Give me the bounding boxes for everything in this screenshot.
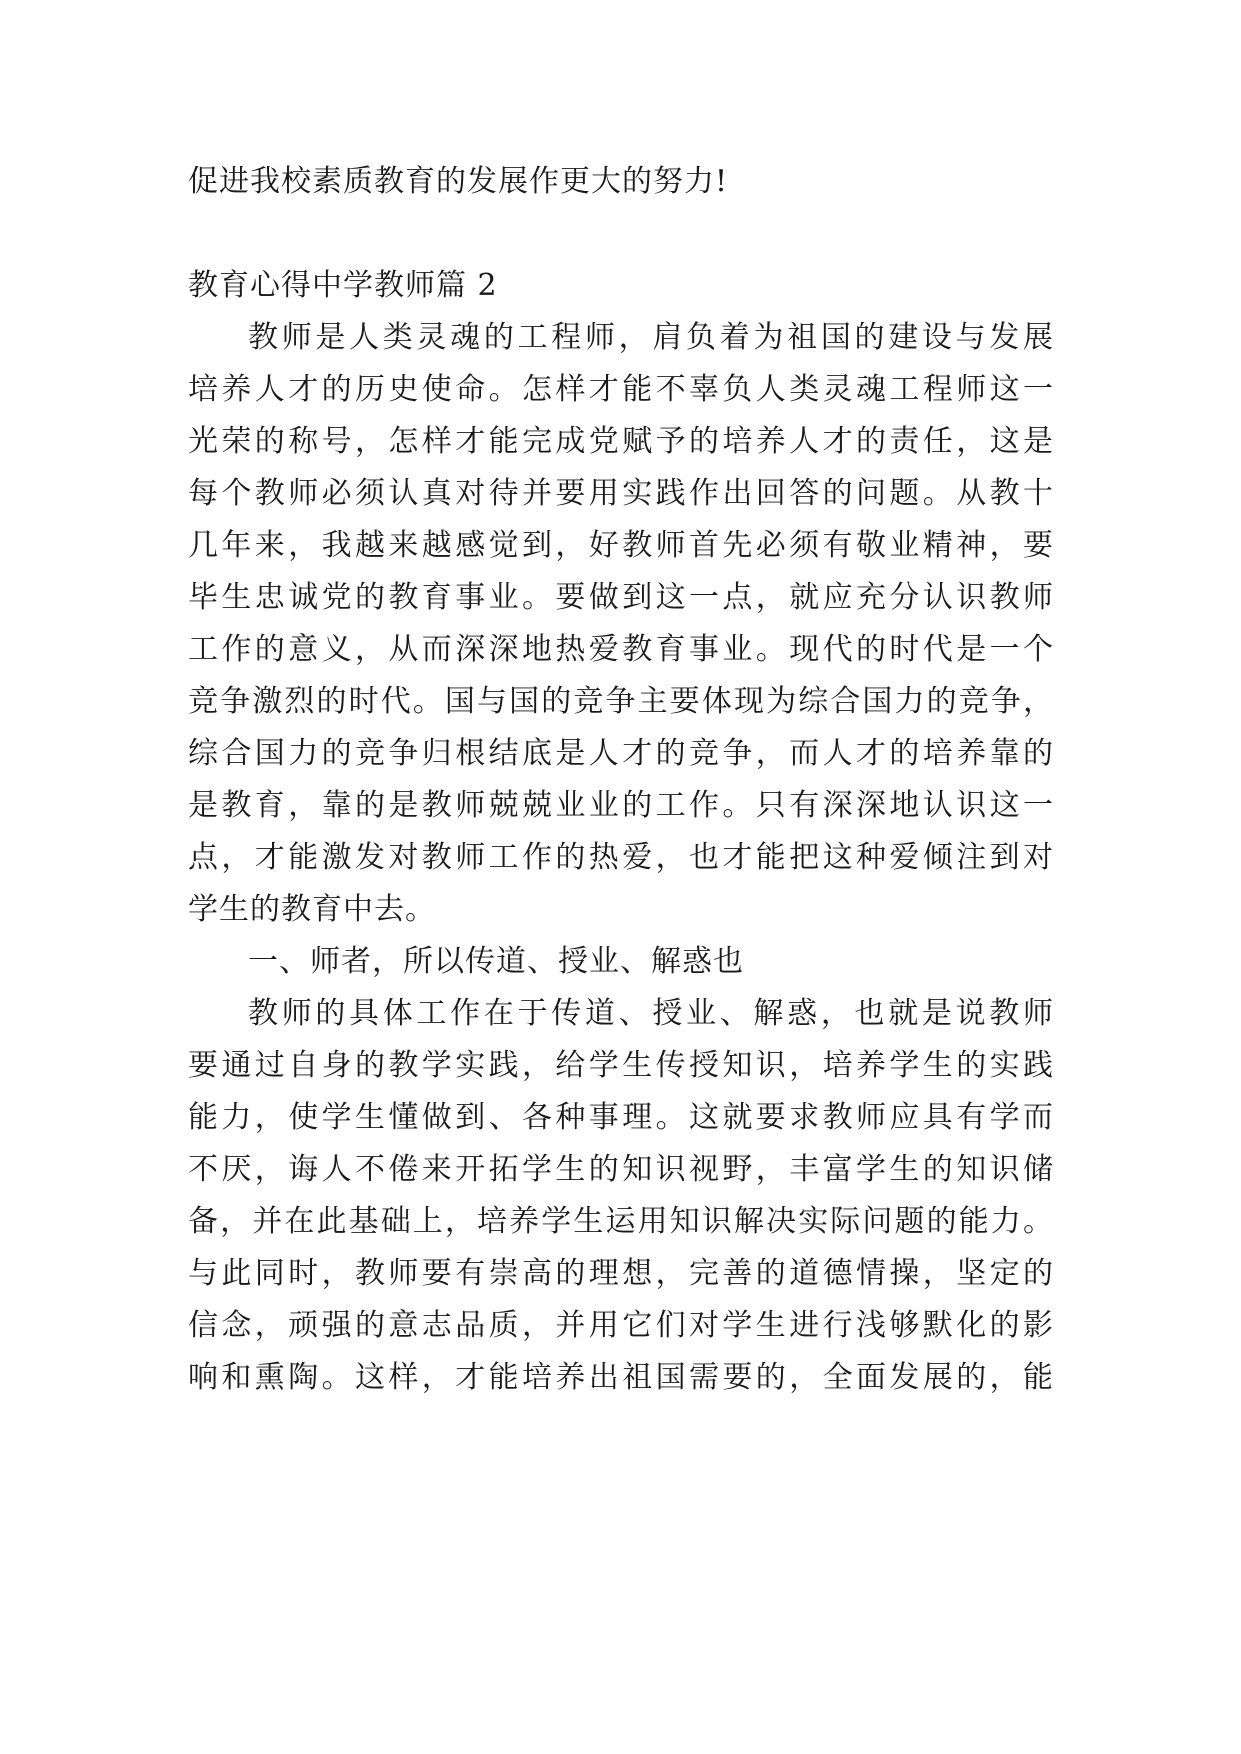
paragraph-line: 竞争激烈的时代。国与国的竞争主要体现为综合国力的竞争， xyxy=(188,684,1054,719)
paragraph-line: 备，并在此基础上，培养学生运用知识解决实际问题的能力。 xyxy=(188,1204,1054,1239)
paragraph-line: 是教育，靠的是教师兢兢业业的工作。只有深深地认识这一 xyxy=(188,788,1054,823)
paragraph-line: 响和熏陶。这样，才能培养出祖国需要的，全面发展的，能 xyxy=(188,1360,1054,1395)
paragraph-line: 每个教师必须认真对待并要用实践作出回答的问题。从教十 xyxy=(188,476,1054,511)
spacer xyxy=(188,208,1054,260)
paragraph-line: 不厌，诲人不倦来开拓学生的知识视野，丰富学生的知识储 xyxy=(188,1152,1054,1187)
paragraph-line: 信念，顽强的意志品质，并用它们对学生进行浅够默化的影 xyxy=(188,1308,1054,1343)
subheading: 一、师者，所以传道、授业、解惑也 xyxy=(248,944,744,979)
paragraph-line: 工作的意义，从而深深地热爱教育事业。现代的时代是一个 xyxy=(188,632,1054,667)
paragraph-line: 几年来，我越来越感觉到，好教师首先必须有敬业精神，要 xyxy=(188,528,1054,563)
document-page xyxy=(188,156,1054,1404)
paragraph-line: 教师的具体工作在于传道、授业、解惑，也就是说教师 xyxy=(248,996,1054,1031)
paragraph-1 xyxy=(188,312,1054,936)
paragraph-line: 与此同时，教师要有崇高的理想，完善的道德情操，坚定的 xyxy=(188,1256,1054,1291)
paragraph-line: 光荣的称号，怎样才能完成党赋予的培养人才的责任，这是 xyxy=(188,424,1054,459)
paragraph-line: 培养人才的历史使命。怎样才能不辜负人类灵魂工程师这一 xyxy=(188,372,1054,407)
paragraph-line: 点，才能激发对教师工作的热爱，也才能把这种爱倾注到对 xyxy=(188,840,1054,875)
paragraph-line: 学生的教育中去。 xyxy=(188,892,436,927)
paragraph-line: 综合国力的竞争归根结底是人才的竞争，而人才的培养靠的 xyxy=(188,736,1054,771)
intro-line: 促进我校素质教育的发展作更大的努力! xyxy=(188,164,729,199)
paragraph-line: 教师是人类灵魂的工程师，肩负着为祖国的建设与发展 xyxy=(248,320,1054,355)
paragraph-2 xyxy=(188,988,1054,1404)
paragraph-line: 毕生忠诚党的教育事业。要做到这一点，就应充分认识教师 xyxy=(188,580,1054,615)
paragraph-line: 能力，使学生懂做到、各种事理。这就要求教师应具有学而 xyxy=(188,1100,1054,1135)
paragraph-line: 要通过自身的教学实践，给学生传授知识，培养学生的实践 xyxy=(188,1048,1054,1083)
section-title: 教育心得中学教师篇 2 xyxy=(188,268,498,303)
